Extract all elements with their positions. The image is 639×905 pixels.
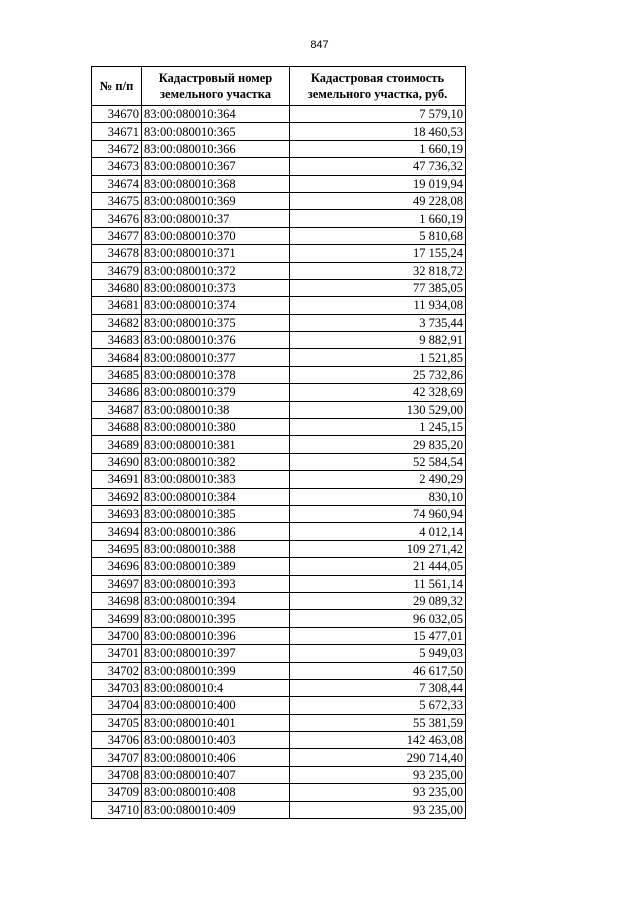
cadastral-number-cell: 83:00:080010:366: [142, 140, 290, 157]
table-row: [92, 766, 466, 783]
table-row: [92, 784, 466, 801]
table-row: [92, 558, 466, 575]
table-row: [92, 505, 466, 522]
cadastral-number-cell: 83:00:080010:369: [142, 192, 290, 209]
row-number-cell: 34706: [92, 732, 142, 749]
cadastral-number-cell: 83:00:080010:408: [142, 784, 290, 801]
cadastral-number-cell: 83:00:080010:379: [142, 384, 290, 401]
cadastral-value-cell: 5 810,68: [290, 227, 466, 244]
header-cadastral-number: Кадастровый номер земельного участка: [142, 67, 290, 106]
cadastral-number-cell: 83:00:080010:399: [142, 662, 290, 679]
row-number-cell: 34673: [92, 158, 142, 175]
cadastral-value-cell: 2 490,29: [290, 471, 466, 488]
row-number-cell: 34672: [92, 140, 142, 157]
cadastral-number-cell: 83:00:080010:368: [142, 175, 290, 192]
row-number-cell: 34710: [92, 801, 142, 818]
table-row: [92, 453, 466, 470]
cadastral-value-cell: 15 477,01: [290, 627, 466, 644]
table-row: [92, 366, 466, 383]
table-row: [92, 627, 466, 644]
cadastral-number-cell: 83:00:080010:407: [142, 766, 290, 783]
cadastral-value-cell: 49 228,08: [290, 192, 466, 209]
cadastral-number-cell: 83:00:080010:370: [142, 227, 290, 244]
cadastral-number-cell: 83:00:080010:396: [142, 627, 290, 644]
row-number-cell: 34676: [92, 210, 142, 227]
row-number-cell: 34685: [92, 366, 142, 383]
table-row: [92, 279, 466, 296]
table-row: [92, 401, 466, 418]
cadastral-number-cell: 83:00:080010:4: [142, 679, 290, 696]
table-row: [92, 714, 466, 731]
cadastral-value-cell: 290 714,40: [290, 749, 466, 766]
cadastral-value-cell: 1 521,85: [290, 349, 466, 366]
cadastral-value-cell: 47 736,32: [290, 158, 466, 175]
cadastral-value-cell: 93 235,00: [290, 801, 466, 818]
row-number-cell: 34707: [92, 749, 142, 766]
cadastral-value-cell: 4 012,14: [290, 523, 466, 540]
cadastral-value-cell: 11 561,14: [290, 575, 466, 592]
cadastral-number-cell: 83:00:080010:38: [142, 401, 290, 418]
row-number-cell: 34686: [92, 384, 142, 401]
cadastral-number-cell: 83:00:080010:372: [142, 262, 290, 279]
row-number-cell: 34684: [92, 349, 142, 366]
cadastral-value-cell: 130 529,00: [290, 401, 466, 418]
cadastral-number-cell: 83:00:080010:373: [142, 279, 290, 296]
cadastral-number-cell: 83:00:080010:400: [142, 697, 290, 714]
cadastral-value-cell: 830,10: [290, 488, 466, 505]
row-number-cell: 34695: [92, 540, 142, 557]
table-row: [92, 592, 466, 609]
table-row: [92, 192, 466, 209]
table-row: [92, 679, 466, 696]
cadastral-number-cell: 83:00:080010:397: [142, 645, 290, 662]
cadastral-number-cell: 83:00:080010:37: [142, 210, 290, 227]
cadastral-number-cell: 83:00:080010:388: [142, 540, 290, 557]
cadastral-value-cell: 52 584,54: [290, 453, 466, 470]
cadastral-value-cell: 17 155,24: [290, 245, 466, 262]
cadastral-value-cell: 93 235,00: [290, 766, 466, 783]
cadastral-number-cell: 83:00:080010:409: [142, 801, 290, 818]
table-row: [92, 245, 466, 262]
cadastral-number-cell: 83:00:080010:365: [142, 123, 290, 140]
row-number-cell: 34680: [92, 279, 142, 296]
cadastral-value-cell: 18 460,53: [290, 123, 466, 140]
table-row: [92, 297, 466, 314]
row-number-cell: 34681: [92, 297, 142, 314]
table-row: [92, 314, 466, 331]
table-row: [92, 662, 466, 679]
cadastral-value-cell: 3 735,44: [290, 314, 466, 331]
header-cadastral-value: Кадастровая стоимость земельного участка, руб.: [290, 67, 466, 106]
cadastral-table: [91, 66, 466, 819]
cadastral-value-cell: 9 882,91: [290, 332, 466, 349]
table-row: [92, 210, 466, 227]
cadastral-value-cell: 11 934,08: [290, 297, 466, 314]
cadastral-number-cell: 83:00:080010:381: [142, 436, 290, 453]
table-row: [92, 523, 466, 540]
table-row: [92, 262, 466, 279]
row-number-cell: 34697: [92, 575, 142, 592]
cadastral-number-cell: 83:00:080010:374: [142, 297, 290, 314]
row-number-cell: 34692: [92, 488, 142, 505]
row-number-cell: 34675: [92, 192, 142, 209]
cadastral-number-cell: 83:00:080010:364: [142, 106, 290, 123]
cadastral-value-cell: 55 381,59: [290, 714, 466, 731]
table-row: [92, 436, 466, 453]
row-number-cell: 34674: [92, 175, 142, 192]
row-number-cell: 34689: [92, 436, 142, 453]
table-row: [92, 575, 466, 592]
cadastral-value-cell: 46 617,50: [290, 662, 466, 679]
cadastral-number-cell: 83:00:080010:367: [142, 158, 290, 175]
table-row: [92, 332, 466, 349]
table-row: [92, 384, 466, 401]
table-row: [92, 645, 466, 662]
cadastral-value-cell: 7 579,10: [290, 106, 466, 123]
page-number: 847: [310, 39, 329, 51]
cadastral-number-cell: 83:00:080010:383: [142, 471, 290, 488]
cadastral-number-cell: 83:00:080010:406: [142, 749, 290, 766]
cadastral-number-cell: 83:00:080010:371: [142, 245, 290, 262]
row-number-cell: 34677: [92, 227, 142, 244]
row-number-cell: 34690: [92, 453, 142, 470]
cadastral-value-cell: 1 245,15: [290, 419, 466, 436]
table-row: [92, 227, 466, 244]
table-row: [92, 106, 466, 123]
cadastral-number-cell: 83:00:080010:380: [142, 419, 290, 436]
cadastral-number-cell: 83:00:080010:376: [142, 332, 290, 349]
row-number-cell: 34670: [92, 106, 142, 123]
row-number-cell: 34699: [92, 610, 142, 627]
cadastral-number-cell: 83:00:080010:394: [142, 592, 290, 609]
table-row: [92, 697, 466, 714]
row-number-cell: 34688: [92, 419, 142, 436]
row-number-cell: 34683: [92, 332, 142, 349]
cadastral-number-cell: 83:00:080010:382: [142, 453, 290, 470]
cadastral-value-cell: 29 835,20: [290, 436, 466, 453]
cadastral-number-cell: 83:00:080010:395: [142, 610, 290, 627]
cadastral-value-cell: 7 308,44: [290, 679, 466, 696]
table-row: [92, 419, 466, 436]
cadastral-number-cell: 83:00:080010:377: [142, 349, 290, 366]
cadastral-value-cell: 21 444,05: [290, 558, 466, 575]
cadastral-value-cell: 5 672,33: [290, 697, 466, 714]
table-row: [92, 749, 466, 766]
cadastral-number-cell: 83:00:080010:389: [142, 558, 290, 575]
row-number-cell: 34678: [92, 245, 142, 262]
table-row: [92, 349, 466, 366]
row-number-cell: 34701: [92, 645, 142, 662]
row-number-cell: 34693: [92, 505, 142, 522]
cadastral-value-cell: 29 089,32: [290, 592, 466, 609]
row-number-cell: 34703: [92, 679, 142, 696]
cadastral-value-cell: 25 732,86: [290, 366, 466, 383]
cadastral-value-cell: 109 271,42: [290, 540, 466, 557]
row-number-cell: 34708: [92, 766, 142, 783]
cadastral-value-cell: 77 385,05: [290, 279, 466, 296]
row-number-cell: 34679: [92, 262, 142, 279]
table-row: [92, 140, 466, 157]
row-number-cell: 34687: [92, 401, 142, 418]
table-row: [92, 540, 466, 557]
table-row: [92, 158, 466, 175]
cadastral-value-cell: 1 660,19: [290, 140, 466, 157]
row-number-cell: 34700: [92, 627, 142, 644]
cadastral-number-cell: 83:00:080010:384: [142, 488, 290, 505]
row-number-cell: 34696: [92, 558, 142, 575]
cadastral-value-cell: 5 949,03: [290, 645, 466, 662]
cadastral-value-cell: 32 818,72: [290, 262, 466, 279]
table-row: [92, 610, 466, 627]
table-row: [92, 123, 466, 140]
row-number-cell: 34691: [92, 471, 142, 488]
cadastral-value-cell: 19 019,94: [290, 175, 466, 192]
cadastral-value-cell: 96 032,05: [290, 610, 466, 627]
cadastral-number-cell: 83:00:080010:378: [142, 366, 290, 383]
cadastral-number-cell: 83:00:080010:403: [142, 732, 290, 749]
table-row: [92, 471, 466, 488]
row-number-cell: 34704: [92, 697, 142, 714]
row-number-cell: 34694: [92, 523, 142, 540]
row-number-cell: 34709: [92, 784, 142, 801]
cadastral-number-cell: 83:00:080010:401: [142, 714, 290, 731]
row-number-cell: 34671: [92, 123, 142, 140]
cadastral-value-cell: 1 660,19: [290, 210, 466, 227]
cadastral-number-cell: 83:00:080010:393: [142, 575, 290, 592]
table-row: [92, 175, 466, 192]
cadastral-value-cell: 74 960,94: [290, 505, 466, 522]
header-row-number: № п/п: [92, 67, 142, 106]
table-row: [92, 732, 466, 749]
table-header-row: [92, 67, 466, 106]
table-row: [92, 801, 466, 818]
table-body: [92, 106, 466, 819]
row-number-cell: 34705: [92, 714, 142, 731]
row-number-cell: 34698: [92, 592, 142, 609]
row-number-cell: 34702: [92, 662, 142, 679]
cadastral-number-cell: 83:00:080010:385: [142, 505, 290, 522]
cadastral-value-cell: 42 328,69: [290, 384, 466, 401]
table-row: [92, 488, 466, 505]
cadastral-value-cell: 93 235,00: [290, 784, 466, 801]
cadastral-number-cell: 83:00:080010:386: [142, 523, 290, 540]
cadastral-value-cell: 142 463,08: [290, 732, 466, 749]
row-number-cell: 34682: [92, 314, 142, 331]
cadastral-number-cell: 83:00:080010:375: [142, 314, 290, 331]
